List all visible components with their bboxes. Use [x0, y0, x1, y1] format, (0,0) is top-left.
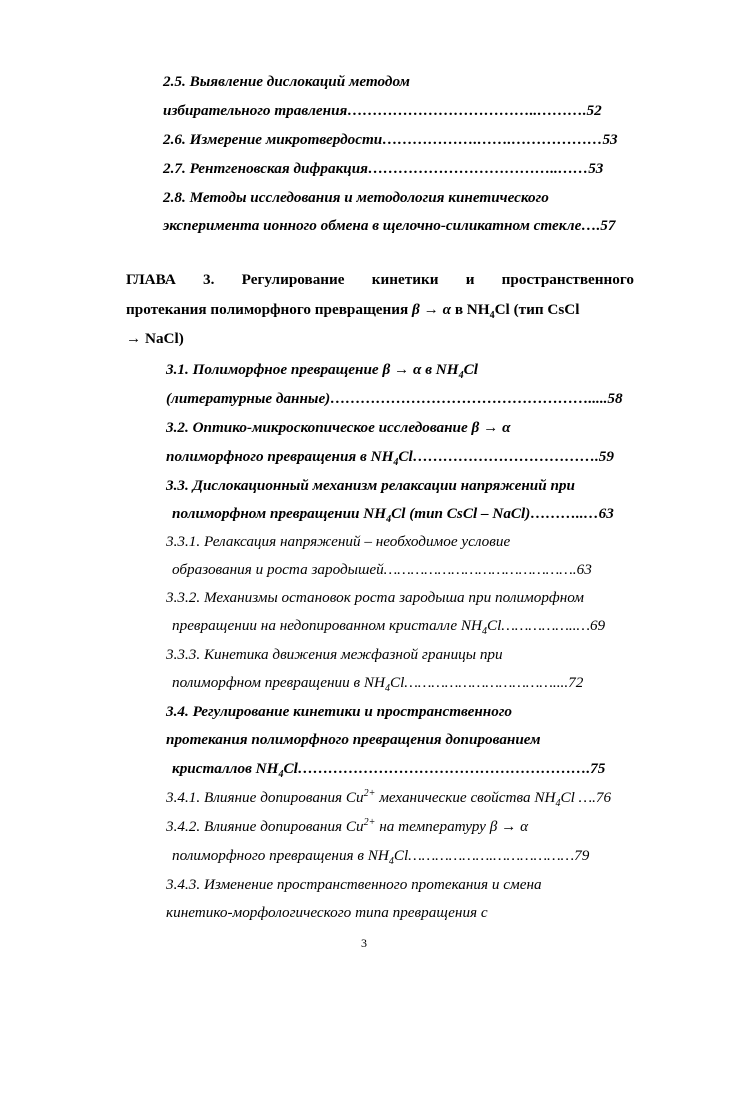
chapter3-word: ГЛАВА [126, 271, 176, 288]
toc-3-4-line1: 3.4. Регулирование кинетики и пространственного [166, 703, 513, 720]
toc-2-5-line1: 2.5. Выявление дислокаций методом [163, 73, 410, 90]
chapter3-heading-line2 [126, 300, 579, 320]
alpha-symbol: α [413, 361, 422, 378]
toc-3-2-text: 3.2. Оптико-микроскопическое исследование [166, 419, 468, 436]
toc-3-3-1-line2: образования и роста зародышей…………………………………….63 [172, 561, 592, 578]
superscript-charge: 2+ [363, 816, 376, 828]
toc-3-3-3-line2 [172, 673, 583, 693]
arrow-symbol: → [501, 818, 517, 835]
toc-3-3-end: Cl (тип CsCl – NaCl)………..…63 [391, 505, 614, 522]
toc-3-4-end: Cl………………………………………………….75 [283, 760, 606, 777]
toc-3-3-line1: 3.3. Дислокационный механизм релаксации напряжений при [166, 477, 575, 494]
subscript-4: 4 [489, 310, 495, 322]
arrow-symbol: → [394, 361, 410, 378]
chapter3-line2-tail: Cl (тип CsCl [494, 301, 580, 318]
subscript-4: 4 [386, 514, 392, 526]
toc-3-3-2-line2 [172, 616, 605, 636]
subscript-4: 4 [385, 683, 391, 695]
toc-3-3-2-text2: превращении на недопированном кристалле NH [172, 617, 482, 634]
toc-3-4-2-line1 [166, 817, 528, 837]
arrow-symbol: → [483, 419, 499, 436]
toc-3-4-1-mid: механические свойства NH [379, 789, 556, 806]
toc-3-4-line3 [172, 759, 605, 779]
subscript-4: 4 [458, 370, 464, 382]
subscript-4: 4 [481, 626, 487, 638]
alpha-symbol: α [520, 818, 529, 835]
alpha-symbol: α [442, 301, 452, 318]
toc-3-1-text: 3.1. Полиморфное превращение [166, 361, 379, 378]
alpha-symbol: α [502, 419, 511, 436]
toc-3-4-1-text: 3.4.1. Влияние допирования Cu [166, 789, 364, 806]
chapter3-heading-line3: → NaCl) [126, 330, 184, 347]
toc-3-2-line2 [166, 447, 614, 467]
toc-3-4-1-end: Cl ….76 [560, 789, 612, 806]
toc-3-3-3-text2: полиморфном превращении в NH [172, 674, 386, 691]
toc-3-4-2-mid: на температуру [379, 818, 486, 835]
toc-2-8-line2: эксперимента ионного обмена в щелочно-силикатном стекле….57 [163, 217, 616, 234]
chapter3-word: и [465, 271, 475, 288]
toc-3-4-3-line1: 3.4.3. Изменение пространственного протекания и смена [166, 876, 542, 893]
chapter3-word: пространственного [501, 271, 634, 288]
toc-2-8-line1: 2.8. Методы исследования и методология кинетического [163, 189, 549, 206]
superscript-charge: 2+ [363, 787, 376, 799]
beta-symbol: β [489, 818, 498, 835]
toc-2-6: 2.6. Измерение микротвердости……………….…….………………53 [163, 131, 618, 148]
chapter3-word: кинетики [371, 271, 439, 288]
toc-3-3-3-end: Cl……………………………....72 [390, 674, 584, 691]
toc-3-4-2-line2 [172, 846, 589, 866]
toc-3-3-line2 [172, 504, 614, 524]
toc-3-4-2-text: 3.4.2. Влияние допирования Cu [166, 818, 364, 835]
toc-2-5-line2: избирательного травления………………………………..……….52 [163, 102, 602, 119]
beta-symbol: β [471, 419, 480, 436]
beta-symbol: β [412, 301, 420, 318]
subscript-4: 4 [555, 798, 561, 810]
chapter3-number: 3. [203, 271, 215, 288]
subscript-4: 4 [278, 769, 284, 781]
toc-3-3-2-line1: 3.3.2. Механизмы остановок роста зародыша при полиморфном [166, 589, 584, 606]
toc-3-3-3-line1: 3.3.3. Кинетика движения межфазной границы при [166, 646, 503, 663]
toc-3-1-nh: в NH [425, 361, 459, 378]
toc-3-2-line1 [166, 418, 510, 438]
toc-3-4-line2: протекания полиморфного превращения допированием [166, 731, 541, 748]
toc-3-4-2-text2: полиморфного превращения в NH [172, 847, 389, 864]
chapter3-line2-nh: в NH [454, 301, 490, 318]
toc-3-3-text2: полиморфном превращении NH [172, 505, 387, 522]
beta-symbol: β [382, 361, 391, 378]
arrow-symbol: → [423, 301, 439, 318]
toc-3-3-1-line1: 3.3.1. Релаксация напряжений – необходимое условие [166, 533, 511, 550]
toc-3-4-1 [166, 788, 611, 808]
page-number: 3 [361, 936, 367, 950]
subscript-4: 4 [393, 457, 399, 469]
toc-2-7: 2.7. Рентгеновская дифракция………………………………..……53 [163, 160, 604, 177]
toc-3-1-line2: (литературные данные)…………………………………………….....58 [166, 390, 623, 407]
chapter3-line2-text: протекания полиморфного превращения [126, 301, 409, 318]
toc-3-4-2-end: Cl……………….………………79 [393, 847, 590, 864]
toc-3-2-text2: полиморфного превращения в NH [166, 448, 394, 465]
toc-3-1-cl: Cl [463, 361, 478, 378]
chapter3-heading-line1 [126, 270, 634, 290]
toc-3-4-3-line2: кинетико-морфологического типа превращения с [166, 904, 488, 921]
toc-3-2-end: Cl……………………………….59 [398, 448, 614, 465]
subscript-4: 4 [388, 856, 394, 868]
toc-3-1-line1 [166, 360, 478, 380]
chapter3-word: Регулирование [241, 271, 345, 288]
toc-3-3-2-end: Cl……………..…69 [486, 617, 606, 634]
toc-3-4-text3: кристаллов NH [172, 760, 279, 777]
